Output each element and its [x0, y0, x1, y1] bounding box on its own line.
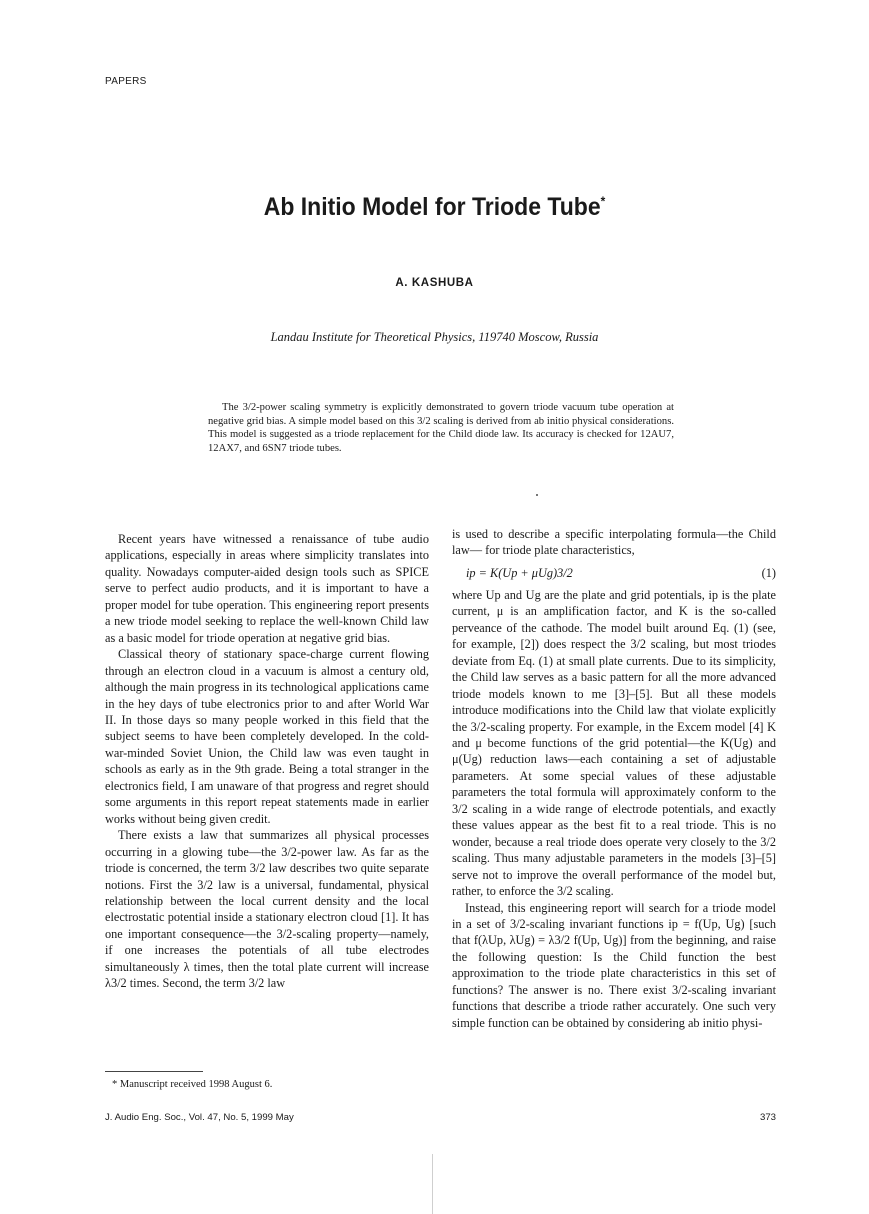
- scan-artifact-line: [432, 1154, 433, 1214]
- body-column-right: [452, 526, 776, 1031]
- equation-1: [452, 559, 776, 587]
- body-paragraph: Recent years have witnessed a renaissance of tube audio applications, especially in areas where simplicity translates into quality. Nowadays computer-aided design tools such as SPICE serve to perfect audio products, and it is important to have a proper model for tube operation. This engineering report presents a new triode model seeking to replace the well-known Child law as a basic model for triode operation at negative grid bias.: [105, 532, 429, 645]
- equation-expression: ip = K(Up + μUg)3/2: [466, 565, 573, 580]
- body-paragraph: There exists a law that summarizes all physical processes occurring in a glowing tube—the 3/2-power law. As far as the triode is concerned, the term 3/2 law describes two quite separate notions. First the 3/2 law is a universal, fundamental, physical relationship between the local current density and the local electrostatic potential inside a stationary electron cloud [1]. It has one important consequence—the 3/2-scaling property—namely, if one increases the potentials of all tube electrodes simultaneously λ times, then the total plate current will increase λ3/2 times. Second, the term 3/2 law: [105, 828, 429, 991]
- journal-citation: J. Audio Eng. Soc., Vol. 47, No. 5, 1999 May: [105, 1112, 294, 1123]
- body-paragraph: Instead, this engineering report will search for a triode model in a set of 3/2-scaling invariant functions ip = f(Up, Ug) [such that f(λUp, λUg) = λ3/2 f(Up, Ug)] from the beginning, and raise the following question: Is the Child function the best approximation to the triode plate characteristics in this set of functions? The answer is no. There exist 3/2-scaling invariant functions that describe a triode rather accurately. One such very simple function can be obtained by considering ab initio physi-: [452, 900, 776, 1030]
- paper-title: [35, 193, 834, 222]
- footnote: * Manuscript received 1998 August 6.: [112, 1079, 273, 1090]
- body-column-left: [105, 531, 429, 992]
- paper-title-text: Ab Initio Model for Triode Tube: [263, 193, 601, 221]
- title-footnote-mark: *: [600, 193, 606, 209]
- equation-number: (1): [761, 565, 776, 580]
- body-paragraph: Classical theory of stationary space-charge current flowing through an electron cloud in a vacuum is almost a century old, although the main progress in its technological applications came in the hey days of tube electronics prior to and after World War II. In those days so many people worked in this field that the subject seems to have been completely developed. In the cold-war-minded Soviet Union, the Child law was even taught in schools as early as in the 9th grade. Being a total stranger in the electronics field, I am unaware of that progress and regret should some arguments in this report repeat statements made in earlier works without being given credit.: [105, 647, 429, 826]
- scan-speck: [536, 494, 538, 496]
- author-name: A. KASHUBA: [395, 277, 474, 289]
- body-paragraph: is used to describe a specific interpolating formula—the Child law— for triode plate characteristics,: [452, 527, 776, 558]
- body-paragraph: where Up and Ug are the plate and grid potentials, ip is the plate current, μ is an amplification factor, and K is the so-called perveance of the cathode. The model built around Eq. (1) (see, for example, [2]) does respect the 3/2 scaling, but most triodes deviate from Eq. (1) at small plate currents. Due to its simplicity, the Child law serves as a basic pattern for all the more advanced triode models known to me [3]–[5]. But all these models introduce modifications into the Child law that violate explicitly the 3/2-scaling property. For example, in the Excem model [4] K and μ become functions of the grid potential—the K(Ug) and μ(Ug) reduction laws—each containing a set of adjustable parameters. At some special values of these adjustable parameters the total formula will approximately conform to the 3/2 scaling in a wide range of electrode potentials, and exactly these values appear as the best fit to a real triode. This is no wonder, because a real triode does operate very closely to the 3/2 scaling. Thus many adjustable parameters in the models [3]–[5] serve not to improve the overall performance of the model but, rather, to enforce the 3/2 scaling.: [452, 587, 776, 899]
- abstract: The 3/2-power scaling symmetry is explicitly demonstrated to govern triode vacuum tube operation at negative grid bias. A simple model based on this 3/2 scaling is derived from ab initio physical considerations. This model is suggested as a triode replacement for the Child diode law. Its accuracy is checked for 12AU7, 12AX7, and 6SN7 triode tubes.: [208, 402, 674, 455]
- section-label: PAPERS: [105, 76, 147, 87]
- page-number: 373: [759, 1112, 776, 1123]
- author-affiliation: Landau Institute for Theoretical Physics, 119740 Moscow, Russia: [270, 330, 599, 344]
- footnote-rule: [105, 1071, 203, 1072]
